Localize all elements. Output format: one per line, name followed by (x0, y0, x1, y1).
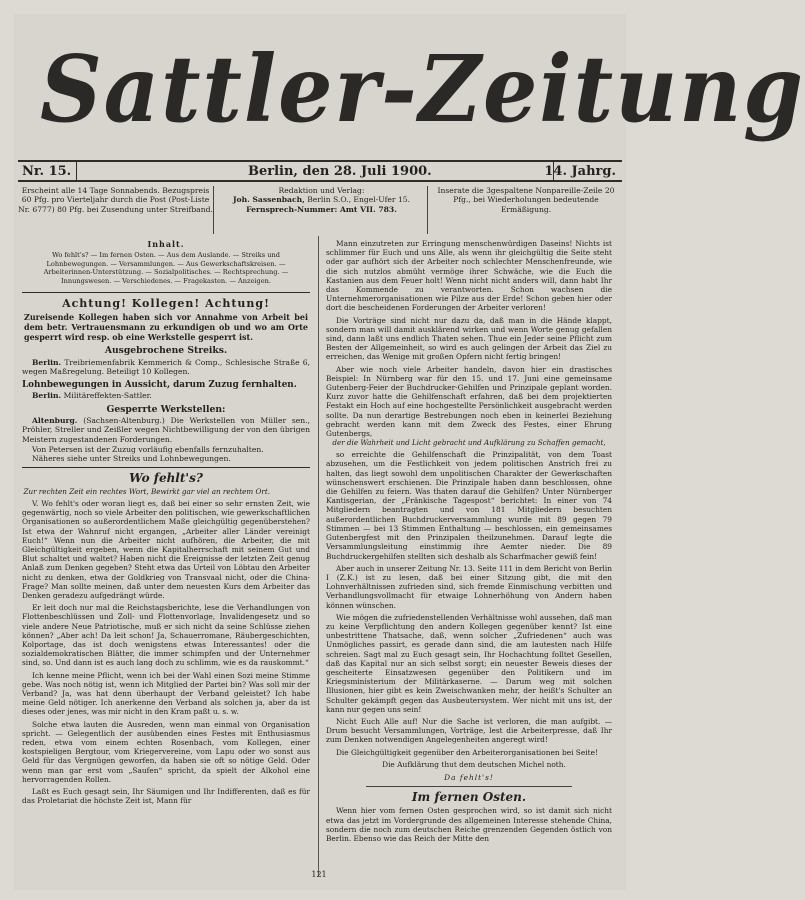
notice-banner: Achtung! Kollegen! Achtung! (62, 296, 270, 310)
toc-heading: Inhalt. (147, 239, 185, 249)
article-motto: Zur rechten Zeit ein rechtes Wort, Bewirkt gar viel an rechtem Ort. (23, 486, 270, 496)
strike-city: Berlin. (32, 357, 62, 367)
column-divider (318, 236, 319, 876)
divider-rule (366, 786, 572, 787)
publisher-address: Berlin S.O., Engel-Ufer 15. (307, 195, 411, 205)
article-quote: der die Wahrheit und Licht gebracht und Aufklärung zu Schaffen gemacht, (332, 438, 606, 448)
more-info-note: Näheres siehe unter Streiks und Lohnbewegungen. (32, 454, 231, 464)
article-paragraph: Er leit doch nur mal die Reichstagsberichte, lese die Verhandlungen von Flottenbeschlüssen und Zoll- und Flottenvorlage, Invalidengesetz und so viele andere Neue Patriotische, muß er sich nicht da seine Schlüsse ziehen können? „Aber ach! Da leit schon! Ja, Schauerromane, Räubergeschichten, Kolportage, das ist doch wenigstens etwas Interessantes! oder die sozialdemokratischen Blätter, die immer schimpfen und der Unternehmer sind, so. Und dann ist es auch lang doch zu schlimm, wie es da rauskommt.“ (22, 603, 310, 668)
left-column (22, 236, 310, 876)
article-paragraph: V. Wo fehlt's oder woran liegt es, daß bei einer so sehr ernsten Zeit, wie gegenwärtig, noch so viele Arbeiter den politischen, wie gewerkschaftlichen Organisationen so außerordentlichem Maße gleichgültig gegenüberstehen? Ist etwa der Wahnruf nicht ergangen, „Arbeiter aller Länder vereinigt Euch!“ Wenn nun die Arbeiter nicht aufhören, die Arbeiter, die mit Gleichgültigkeit ergeben, wenn die Kapitalherrschaft mit seinem Gut und Blut schaltet und waltet? Haben nicht die Ereignisse der letzten Zeit genug Anlaß zum Denken gegeben? Steht etwa das Urteil von Löbtau den Arbeiter nicht zu denken, etwa der Goldkrieg von Transvaal nicht, oder die China-Frage? Man sollte meinen, daß unter dem neuesten Kurs dem Arbeiter das Denken geradezu aufgedrängt würde. (22, 498, 310, 600)
strike-text: Treibriemenfabrik Kemmerich & Comp., Schlesische Straße 6, wegen Maßregelung. Beteiligt 10 Kollegen. (22, 357, 311, 377)
divider-rule (22, 292, 310, 293)
article-paragraph: Die Aufklärung thut dem deutschen Michel noth. (382, 759, 566, 769)
page-number: 121 (311, 870, 327, 879)
petersen-note: Von Petersen ist der Zuzug vorläufig ebenfalls fernzuhalten. (32, 444, 264, 454)
dateline-divider (76, 162, 77, 180)
advert-rates: Inserate die 3gespaltene Nonpareille-Zeile 20 Pfg., bei Wiederholungen bedeutende Ermäßigung. (437, 186, 615, 214)
wage-movements-heading: Lohnbewegungen in Aussicht, darum Zuzug fernhalten. (22, 379, 297, 390)
info-bar (18, 186, 622, 234)
wage-entry (22, 391, 310, 401)
article-paragraph: Solche etwa lauten die Ausreden, wenn man einmal von Organisation spricht. — Gelegentlich der ausübenden eines Festes mit Enthusiasmus reden, etwa vom einem echten Rosenbach, vom Kollegen, einer kostspieligen Bergtour, vom Kriegervereine, vom Lapu oder wo sonst aus Geld für das Vergnügen geworfen, da haben sie oft so nötige Geld. Oder wenn man gar erst vom „Saufen“ spricht, da spielt der Alkohol eine hervorragenden Rollen. (22, 719, 310, 784)
blocked-text: (Sachsen-Altenburg.) Die Werkstellen von Müller sen., Pröhler, Streller und Zeißler wegen Nichtbewilligung der von den übrigen Meistern zugestandenen Forderungen. (22, 415, 310, 444)
volume: 14. Jahrg. (544, 164, 616, 179)
article-paragraph: Wenn hier vom fernen Osten gesprochen wird, so ist damit sich nicht etwa das jetzt im Vordergrunde des allgemeinen Interesse stehende China, sondern die noch zum deutschen Reiche grenzenden Gegenden östlich von Berlin. Ebenso wie das Reich der Mitte den (326, 806, 612, 843)
article-signoff: Da fehlt's! (444, 772, 494, 782)
publisher-phone: Fernsprech-Nummer: Amt VII. 783. (246, 204, 397, 214)
publisher-info (216, 186, 428, 234)
masthead-title: Sattler-Zeitung (40, 35, 805, 143)
issue-number: Nr. 15. (22, 164, 72, 179)
article-paragraph: so erreichte die Gehilfenschaft die Prinzipalität, von dem Toast abzusehen, um die Festlichkeit von jedem politischen Anstrich frei zu halten, das liegt sowohl dem unpolitischen Charakter der Gewerkschaften wünschenswert erschienen. Die Prinzipale haben dann beschlossen, ohne die Gehilfen zu feiern. Was thaten darauf die Gehilfen? Unter Nürnberger Kantisgerian, der „Fränkische Tagespost“ berichtet: In einer von 74 Mitgliedern beantragten und von 181 Mitgliedern besuchten außerordentlichen Buchdruckerversammlung wurde mit 89 gegen 79 Stimmen — bei 13 Stimmen Enthaltung — beschlossen, ein gemeinsames Gutenbergfest mit den Prinzipalen theilzunehmen. Darauf legte die Versammlungsleitung einstimmig ihre Aemter nieder. Die 89 Buchdruckergehilfen stellten sich deshalb als Scharfmacher gewiß fein! (326, 450, 612, 561)
notice-warning: Zureisende Kollegen haben sich vor Annahme von Arbeit bei dem betr. Vertrauensmann zu erkundigen ob und wo am Orte gesperrt wird resp. ob eine Werkstelle gesperrt ist. (24, 311, 308, 343)
wage-city: Berlin. (32, 390, 62, 400)
publisher-address-line (216, 195, 427, 204)
article-paragraph: Die Gleichgültigkeit gegenüber den Arbeiterorganisationen bei Seite! (336, 747, 598, 757)
article-paragraph: Ich kenne meine Pflicht, wenn ich bei der Wahl einen Sozi meine Stimme gebe. Was noch nötig ist, wenn ich Mitglied der Partei bin? Was soll mir der Verband? Ja, was hat denn überhaupt der Verband geleistet? Ich habe meine Geld nötiger. Ich anerkenne den Verband als solchen ja, aber da ist dieses oder jenes, was mir nicht in den Kram paßt u. s. w. (22, 670, 310, 717)
blocked-city: Altenburg. (32, 415, 78, 425)
article-paragraph: Die Vorträge sind nicht nur dazu da, daß man in die Hände klappt, sondern man will damit ausklärend wirken und wenn Worte genug gefallen sind, dann laßt uns endlich Thaten sehen. Thue ein Jeder seine Pflicht zum Besten der Allgemeinheit, so wird es auch gelingen der Arbeit das Ziel zu erreichen, das Wenige mit großen Opfern nicht fertig bringen! (326, 315, 612, 362)
subscription-info: Erscheint alle 14 Tage Sonnabends. Bezugspreis 60 Pfg. pro Vierteljahr durch die Post (Post-Liste Nr. 6777) 80 Pfg. bei Zusendung unter Streifband. (18, 186, 214, 234)
blocked-workshops-heading: Gesperrte Werkstellen: (106, 403, 226, 415)
dateline (18, 160, 622, 182)
blocked-entry (22, 416, 310, 445)
place-date: Berlin, den 28. Juli 1900. (248, 164, 432, 179)
article-paragraph: Aber wie noch viele Arbeiter handeln, davon hier ein drastisches Beispiel: In Nürnberg war für den 15. und 17. Juni eine gemeinsame Gutenberg-Feier der Buchdrucker-Gehilfen und Prinzipale geplant worden. Kurz zuvor hatte die Gehilfenschaft erfahren, daß bei dem projektierten Festakt ein Hoch auf eine hochgestellte Persönlichkeit ausgebracht werden sollte. Da nun derartige Bestrebungen noch eben in keinerlei Beziehung gebracht werden kann mit dem Zweck des Festes, einer Ehrung Gutenbergs, (326, 364, 612, 439)
article-title: Im fernen Osten. (411, 790, 527, 805)
article-paragraph: Nicht Euch Alle auf! Nur die Sache ist verloren, die man aufgibt. — Drum besucht Versammlungen, Vorträge, lest die Arbeiterpresse, daß Ihr zum Denken notwendigen Angelegenheiten angeregt wird! (326, 716, 612, 745)
right-column (326, 236, 612, 876)
wage-text: Militäreffekten-Sattler. (63, 390, 152, 400)
publisher-title: Redaktion und Verlag: (278, 186, 365, 195)
article-paragraph: Wie mögen die zufriedenstellenden Verhältnisse wohl aussehen, daß man zu keine Verpflichtung den andern Kollegen gegenüber kennt? Ist eine unbestrittene Thatsache, daß, wenn solcher „Zufriedenen“ auch was Unmögliches passirt, es gerade dann sind, die am lautesten nach Hilfe schreien. Sagt mal zu Euch gesagt sein, Ihr Hochachtung folltet Gesellen, daß das Kapital nur an sich selbst sorgt; ein neuester Beweis dieses der gescheiterte Einsatzwesen gegenüber den Politikern und im Kriegsministerium der Militärkaserne. — Darum weg mit solchen Illusionen, hier gibt es kein Zweischwanken mehr, der heißt's Schulter an Schulter gekämpft gegen das Ausbeutersystem. Wer nicht mit uns ist, der kann nur gegen uns sein! (326, 612, 612, 714)
article-paragraph: Aber auch in unserer Zeitung Nr. 13. Seite 111 in dem Bericht von Berlin I (Z.K.) ist zu lesen, daß bei einer Sitzung gibt, die mit den Lohnverhältnissen zufrieden sind, sich fremde Einmischung verbitten und Verhandlungsvollmacht für etwaige Lohnerhöhung von Andern haben können wünschen. (326, 563, 612, 610)
divider-rule (22, 467, 310, 468)
publisher-name: Joh. Sassenbach, (232, 195, 305, 205)
article-title: Wo fehlt's? (129, 470, 203, 485)
strikes-heading: Ausgebrochene Streiks. (104, 345, 228, 357)
article-paragraph: Mann einzutreten zur Erringung menschenwürdigen Daseins! Nichts ist schlimmer für Euch und uns Alle, als wenn ihr gleichgültig die Seite steht oder gar aufhört sich der Arbeiter noch schlechter Menschenfreunde, wie die sich nutzlos abmüht vermöge ihrer Schwäche, wie die Euch die Kastanien aus dem Feuer holt! Wenn nicht nicht anders will, dann habt Ihr das Kommende zu verantworten. Schon wachsen die Unternehmerorganisationen wie Pilze aus der Erde! Schon geben hier oder dort die bescheidenen Forderungen der Arbeiter verloren! (326, 239, 612, 313)
toc-list: Wo fehlt's? — Im fernen Osten. — Aus dem Auslande. — Streiks und Lohnbewegungen. — Versammlungen. — Aus Gewerkschaftskreisen. — Arbeiterinnen-Unterstützung. — Sozialpolitisches. — Rechtsprechung. — Innungswesen. — Verschiedenes. — Fragekasten. — Anzeigen. (43, 251, 289, 285)
article-paragraph: Laßt es Euch gesagt sein, Ihr Säumigen und Ihr Indifferenten, daß es für das Proletariat die höchste Zeit ist, Mann für (22, 787, 310, 806)
strike-entry (22, 358, 310, 377)
